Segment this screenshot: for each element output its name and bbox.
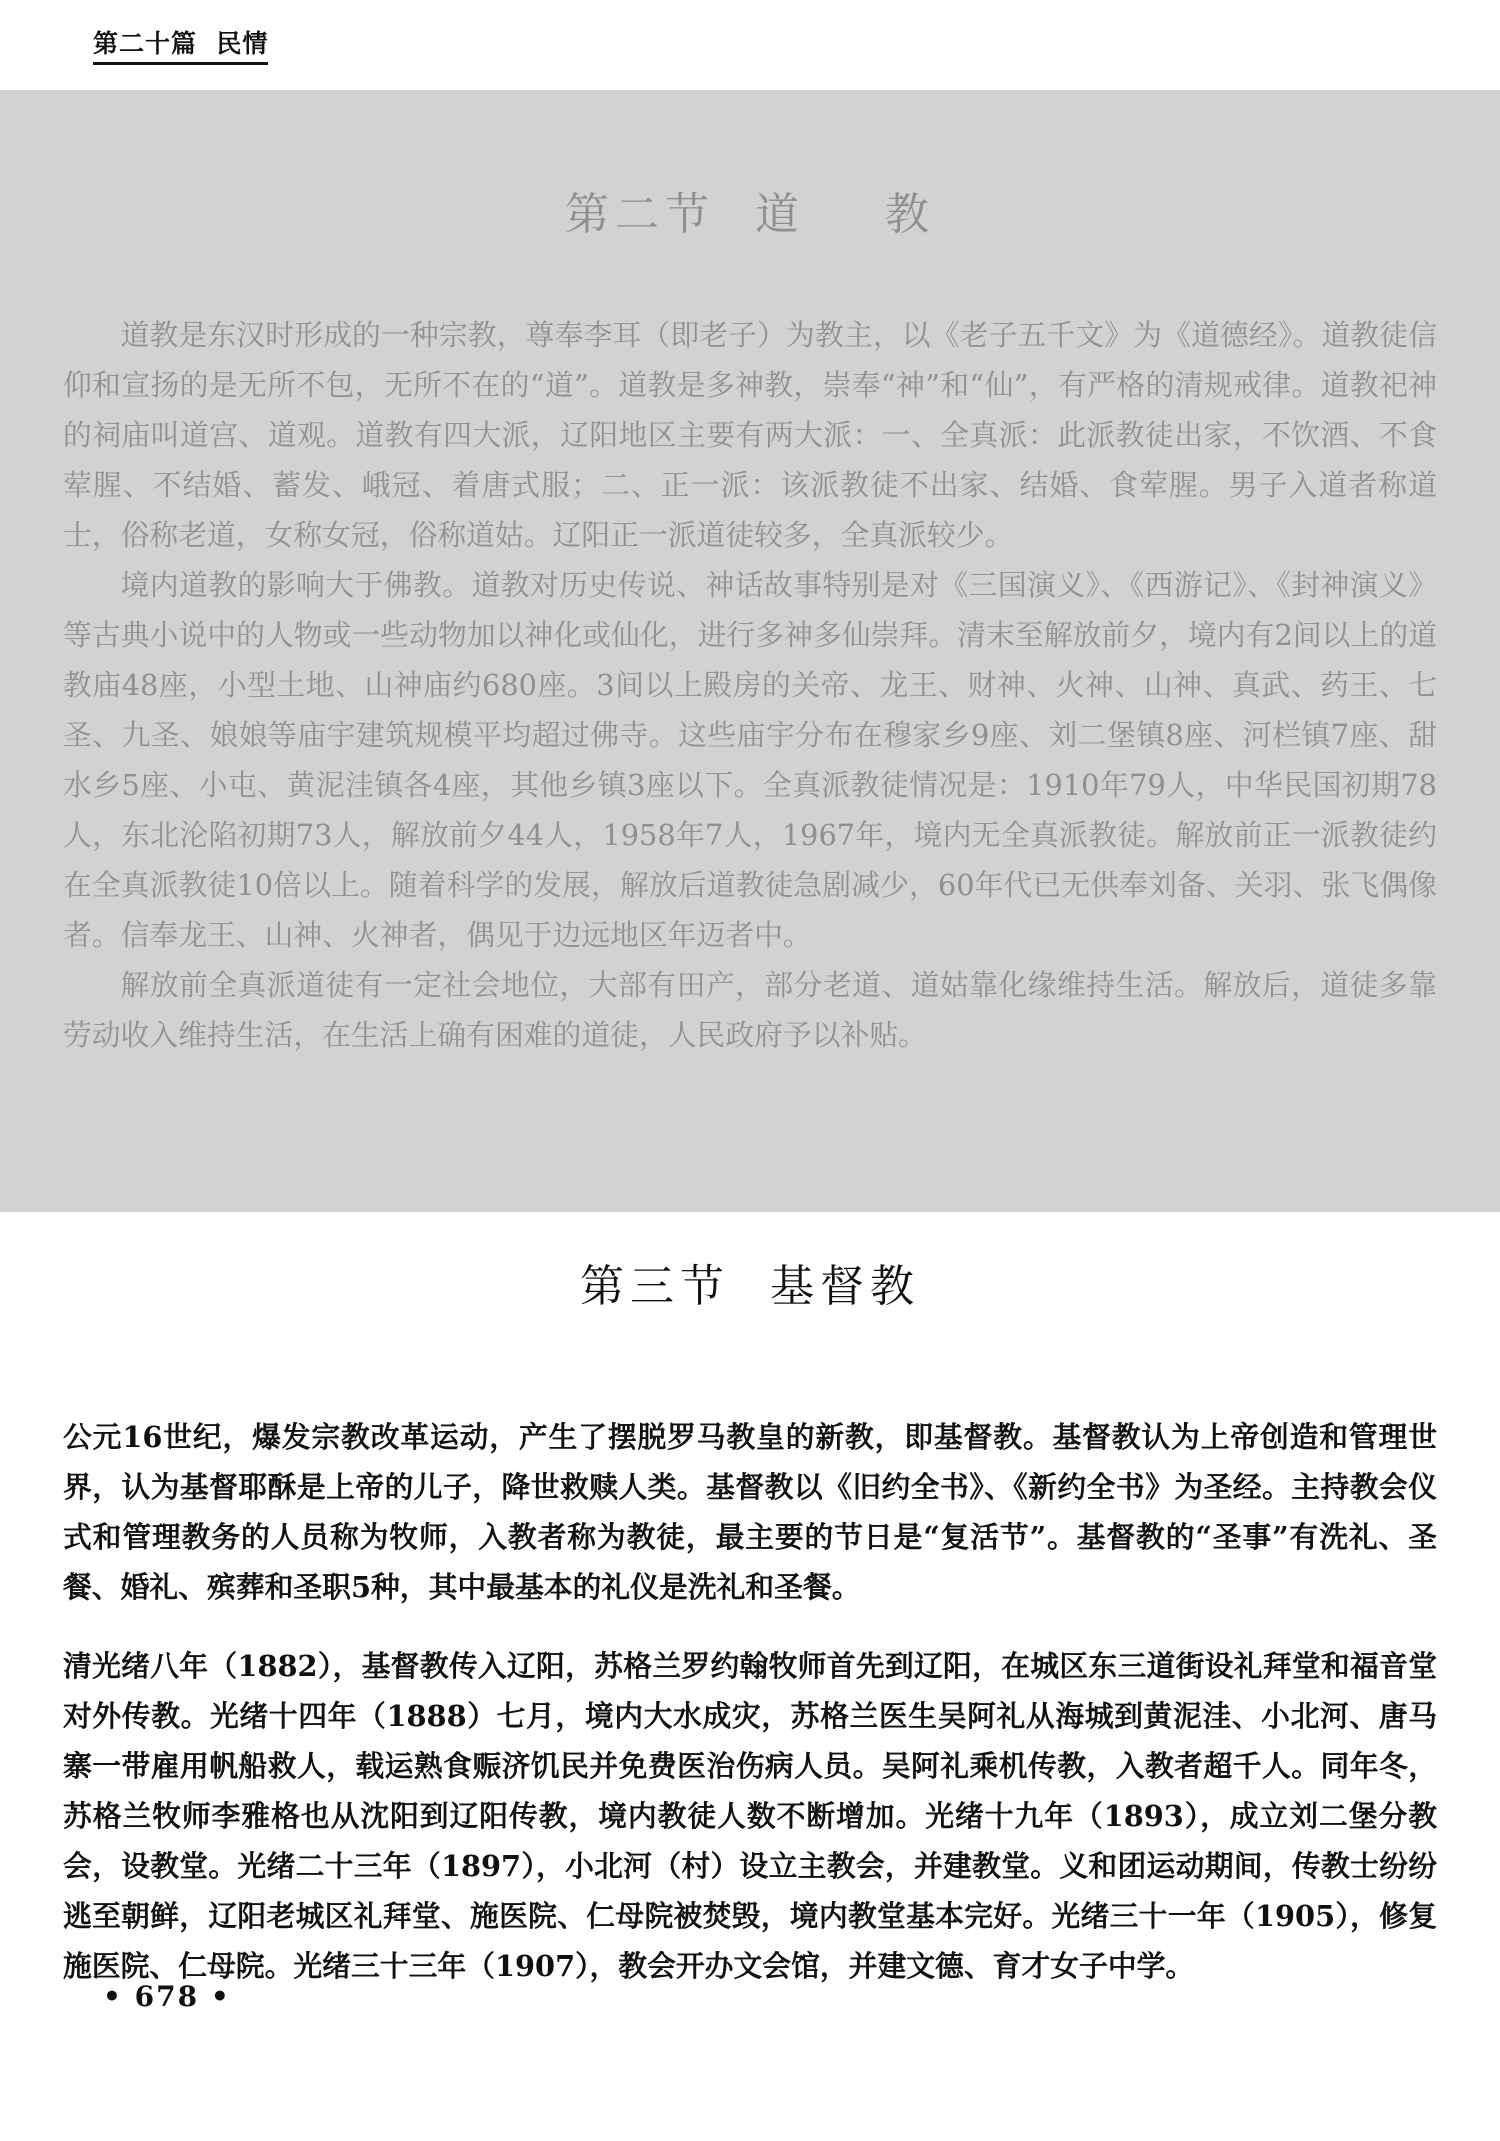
section-title-christianity: 第三节 基督教: [580, 1261, 920, 1312]
paragraph: 解放前全真派道徒有一定社会地位，大部有田产，部分老道、道姑靠化缘维持生活。解放后，道徒多靠劳动收入维持生活，在生活上确有困难的道徒，人民政府予以补贴。: [63, 968, 1437, 1052]
paragraph: 道教是东汉时形成的一种宗教，尊奉李耳（即老子）为教主，以《老子五千文》为《道德经》。道教徒信仰和宣扬的是无所不包，无所不在的“道”。道教是多神教，崇奉“神”和“仙”，有严格的清规戒律。道教祀神的祠庙叫道宫、道观。道教有四大派，辽阳地区主要有两大派：一、全真派：此派教徒出家，不饮酒、不食荤腥、不结婚、蓄发、峨冠、着唐式服；二、正一派：该派教徒不出家、结婚、食荤腥。男子入道者称道士，俗称老道，女称女冠，俗称道姑。辽阳正一派道徒较多，全真派较少。: [63, 318, 1437, 552]
paragraph: 境内道教的影响大于佛教。道教对历史传说、神话故事特别是对《三国演义》、《西游记》、《封神演义》等古典小说中的人物或一些动物加以神化或仙化，进行多神多仙崇拜。清末至解放前夕，境内有2间以上的道教庙48座，小型土地、山神庙约680座。3间以上殿房的关帝、龙王、财神、火神、山神、真武、药王、七圣、九圣、娘娘等庙宇建筑规模平均超过佛寺。这些庙宇分布在穆家乡9座、刘二堡镇8座、河栏镇7座、甜水乡5座、小屯、黄泥洼镇各4座，其他乡镇3座以下。全真派教徒情况是：1910年79人，中华民国初期78人，东北沦陷初期73人，解放前夕44人，1958年7人，1967年，境内无全真派教徒。解放前正一派教徒约在全真派教徒10倍以上。随着科学的发展，解放后道教徒急剧减少，60年代已无供奉刘备、关羽、张飞偶像者。信奉龙王、山神、火神者，偶见于边远地区年迈者中。: [63, 568, 1437, 952]
page-number: • 678 •: [103, 1980, 231, 2013]
taoism-section: [0, 90, 1500, 1212]
taoism-body: [63, 310, 1437, 1060]
paragraph: 公元16世纪，爆发宗教改革运动，产生了摆脱罗马教皇的新教，即基督教。基督教认为上帝创造和管理世界，认为基督耶酥是上帝的儿子，降世救赎人类。基督教以《旧约全书》、《新约全书》为圣经。主持教会仪式和管理教务的人员称为牧师，入教者称为教徒，最主要的节日是“复活节”。基督教的“圣事”有洗礼、圣餐、婚礼、殡葬和圣职5种，其中最基本的礼仪是洗礼和圣餐。: [63, 1419, 1437, 1604]
running-header: 第二十篇 民情: [93, 24, 268, 65]
christianity-body: [63, 1383, 1437, 2019]
section-title-taoism: 第二节 道 教: [565, 189, 935, 240]
paragraph: 清光绪八年（1882），基督教传入辽阳，苏格兰罗约翰牧师首先到辽阳，在城区东三道街设礼拜堂和福音堂对外传教。光绪十四年（1888）七月，境内大水成灾，苏格兰医生吴阿礼从海城到黄泥洼、小北河、唐马寨一带雇用帆船救人，载运熟食赈济饥民并免费医治伤病人员。吴阿礼乘机传教，入教者超千人。同年冬，苏格兰牧师李雅格也从沈阳到辽阳传教，境内教徒人数不断增加。光绪十九年（1893），成立刘二堡分教会，设教堂。光绪二十三年（1897），小北河（村）设立主教会，并建教堂。义和团运动期间，传教士纷纷逃至朝鲜，辽阳老城区礼拜堂、施医院、仁母院被焚毁，境内教堂基本完好。光绪三十一年（1905），修复施医院、仁母院。光绪三十三年（1907），教会开办文会馆，并建文德、育才女子中学。: [63, 1648, 1437, 1983]
